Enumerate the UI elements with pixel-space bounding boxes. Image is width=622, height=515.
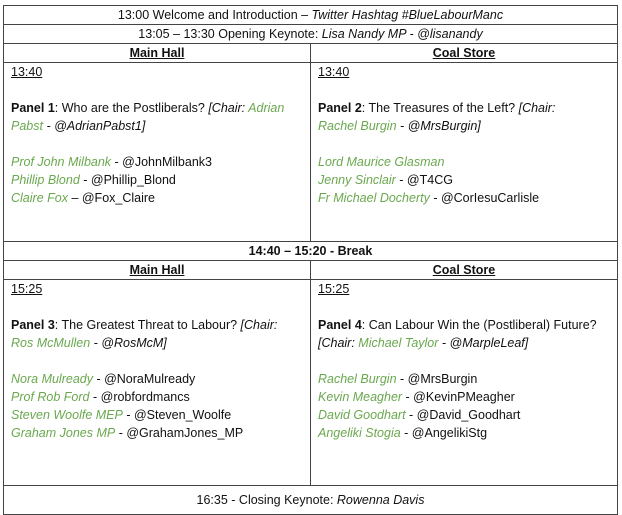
- closing-keynote-row: [4, 486, 618, 515]
- main-hall-header: Main Hall: [4, 44, 311, 63]
- panel-1-chair: Adrian Pabst: [11, 101, 285, 133]
- panel-1-cell: [4, 63, 311, 242]
- coal-store-header: Coal Store: [311, 44, 618, 63]
- panel-1-title: Panel 1: Who are the Postliberals? [Chair: Adrian Pabst - @AdrianPabst1]: [11, 101, 285, 133]
- panel-2-title: Panel 2: The Treasures of the Left? [Chair: Rachel Burgin - @MrsBurgin]: [318, 101, 556, 133]
- panel-3-cell: [4, 280, 311, 486]
- panel-2-cell: [311, 63, 618, 242]
- panel-3-chair: Ros McMullen: [11, 336, 91, 350]
- panel-1-time: 13:40: [11, 65, 43, 79]
- speaker-item: Claire Fox – @Fox_Claire: [11, 191, 155, 205]
- speaker-item: Rachel Burgin - @MrsBurgin: [318, 372, 478, 386]
- panel-2-label: Panel 2: [318, 101, 362, 115]
- panel-2-chair: Rachel Burgin: [318, 119, 397, 133]
- break-row: 14:40 – 15:20 - Break: [4, 242, 618, 261]
- opening-keynote-text: 13:05 – 13:30 Opening Keynote:: [138, 27, 322, 41]
- twitter-hashtag: Twitter Hashtag #BlueLabourManc: [311, 8, 504, 22]
- welcome-row: [4, 6, 618, 25]
- speaker-item: Fr Michael Docherty - @CorIesuCarlisle: [318, 191, 540, 205]
- speaker-item: Prof John Milbank - @JohnMilbank3: [11, 155, 212, 169]
- schedule-table: [3, 5, 618, 515]
- speaker-item: Prof Rob Ford - @robfordmancs: [11, 390, 190, 404]
- coal-store-header: Coal Store: [311, 261, 618, 280]
- panel-4-cell: [311, 280, 618, 486]
- closing-keynote-speaker: Rowenna Davis: [336, 493, 425, 507]
- panel-3-time: 15:25: [11, 282, 43, 296]
- speaker-item: Steven Woolfe MEP - @Steven_Woolfe: [11, 408, 232, 422]
- speaker-item: Angeliki Stogia - @AngelikiStg: [318, 426, 488, 440]
- panel-2-time: 13:40: [318, 65, 350, 79]
- closing-keynote-text: 16:35 - Closing Keynote:: [196, 493, 337, 507]
- panel-4-chair: Michael Taylor: [358, 336, 439, 350]
- speaker-item: David Goodhart - @David_Goodhart: [318, 408, 521, 422]
- panel-4-title: Panel 4: Can Labour Win the (Postliberal) Future? [Chair: Michael Taylor - @MarpleLeaf]: [318, 318, 597, 350]
- panel-4-time: 15:25: [318, 282, 350, 296]
- speaker-item: Graham Jones MP - @GrahamJones_MP: [11, 426, 244, 440]
- speaker-item: Lord Maurice Glasman: [318, 155, 445, 169]
- panel-4-label: Panel 4: [318, 318, 362, 332]
- panel-3-title: Panel 3: The Greatest Threat to Labour? [Chair: Ros McMullen - @RosMcM]: [11, 318, 278, 350]
- speaker-item: Jenny Sinclair - @T4CG: [318, 173, 453, 187]
- speaker-item: Phillip Blond - @Phillip_Blond: [11, 173, 176, 187]
- panel-3-label: Panel 3: [11, 318, 55, 332]
- main-hall-header: Main Hall: [4, 261, 311, 280]
- welcome-text: 13:00 Welcome and Introduction –: [117, 8, 312, 22]
- speaker-item: Kevin Meagher - @KevinPMeagher: [318, 390, 515, 404]
- speaker-item: Nora Mulready - @NoraMulready: [11, 372, 196, 386]
- panel-1-label: Panel 1: [11, 101, 55, 115]
- opening-keynote-speaker: Lisa Nandy MP - @lisanandy: [321, 27, 483, 41]
- opening-keynote-row: [4, 25, 618, 44]
